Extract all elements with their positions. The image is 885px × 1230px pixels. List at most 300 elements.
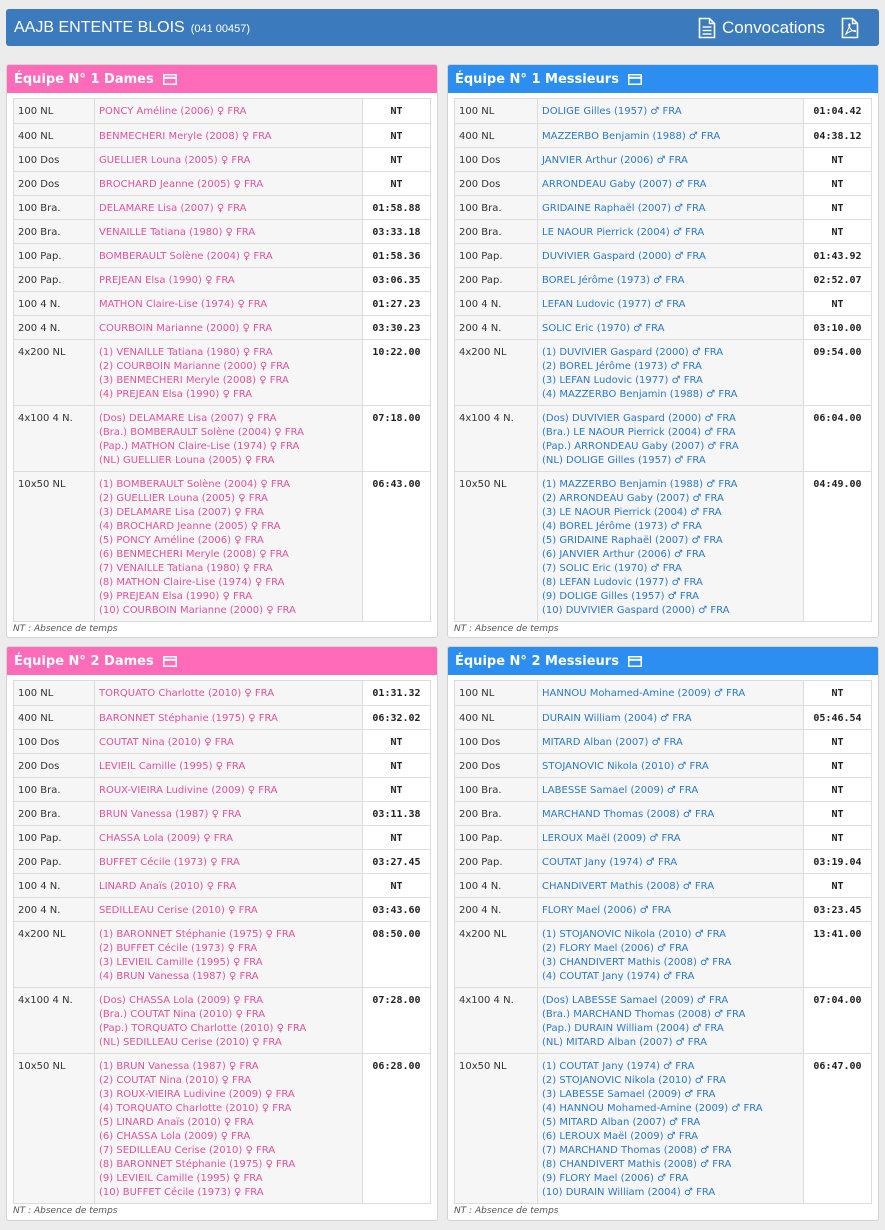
- entry-time: NT: [363, 124, 430, 147]
- table-row: [14, 753, 430, 777]
- event-name: 100 4 N.: [14, 292, 95, 315]
- swimmer-link[interactable]: (2) BUFFET Cécile (1973) ♀ FRA: [99, 943, 258, 954]
- swimmer-link[interactable]: (6) BENMECHERI Meryle (2008) ♀ FRA: [99, 549, 289, 560]
- swimmer-link[interactable]: STOJANOVIC Nikola (2010) ♂ FRA: [542, 761, 709, 772]
- convocations-label: Convocations: [721, 17, 825, 37]
- event-name: 200 Pap.: [14, 268, 95, 291]
- table-row: [455, 405, 871, 471]
- event-name: 100 Dos: [14, 730, 95, 753]
- swimmer-link[interactable]: (8) CHANDIVERT Mathis (2008) ♂ FRA: [542, 1159, 732, 1170]
- card-icon[interactable]: [628, 74, 642, 85]
- swimmer-cell: [95, 850, 363, 873]
- table-row: [14, 291, 430, 315]
- event-name: 100 4 N.: [14, 874, 95, 897]
- swimmer-link[interactable]: (2) GUELLIER Louna (2005) ♀ FRA: [99, 493, 268, 504]
- event-name: 200 Pap.: [455, 850, 538, 873]
- swimmer-link[interactable]: (4) PREJEAN Elsa (1990) ♀ FRA: [99, 389, 253, 400]
- team-panel: [6, 646, 438, 1221]
- swimmer-link[interactable]: (Bra.) MARCHAND Thomas (2008) ♂ FRA: [542, 1009, 746, 1020]
- swimmer-link[interactable]: BROCHARD Jeanne (2005) ♀ FRA: [99, 179, 264, 190]
- swimmer-cell: [95, 220, 363, 243]
- swimmer-link[interactable]: (4) MAZZERBO Benjamin (1988) ♂ FRA: [542, 389, 738, 400]
- swimmer-link[interactable]: (3) DELAMARE Lisa (2007) ♀ FRA: [99, 507, 264, 518]
- table-row: [14, 873, 430, 897]
- swimmer-cell: [95, 778, 363, 801]
- event-name: 4x100 4 N.: [455, 988, 538, 1053]
- swimmer-cell: [538, 826, 804, 849]
- table-row: [455, 471, 871, 621]
- table-row: [14, 123, 430, 147]
- event-name: 4x200 NL: [14, 922, 95, 987]
- event-name: 100 Dos: [455, 148, 538, 171]
- swimmer-link[interactable]: (4) COUTAT Jany (1974) ♂ FRA: [542, 971, 695, 982]
- team-header: [448, 65, 878, 93]
- event-name: 200 Dos: [14, 172, 95, 195]
- swimmer-cell: [538, 874, 804, 897]
- table-row: [455, 729, 871, 753]
- swimmer-link[interactable]: (Dos) CHASSA Lola (2009) ♀ FRA: [99, 995, 263, 1006]
- swimmer-cell: [95, 706, 363, 729]
- swimmer-cell: [538, 148, 804, 171]
- event-name: 400 NL: [14, 124, 95, 147]
- swimmer-cell: [538, 316, 804, 339]
- entry-time: NT: [804, 220, 871, 243]
- entry-time: 06:28.00: [363, 1054, 430, 1203]
- table-row: [14, 99, 430, 123]
- swimmer-link[interactable]: (Bra.) LE NAOUR Pierrick (2004) ♂ FRA: [542, 427, 736, 438]
- swimmer-link[interactable]: (9) FLORY Mael (2006) ♂ FRA: [542, 1173, 689, 1184]
- swimmer-link[interactable]: (2) STOJANOVIC Nikola (2010) ♂ FRA: [542, 1075, 727, 1086]
- swimmer-link[interactable]: (3) CHANDIVERT Mathis (2008) ♂ FRA: [542, 957, 732, 968]
- entry-time: NT: [804, 681, 871, 705]
- event-name: 100 Bra.: [455, 778, 538, 801]
- table-row: [14, 801, 430, 825]
- event-name: 400 NL: [14, 706, 95, 729]
- table-row: [14, 219, 430, 243]
- swimmer-link[interactable]: LEROUX Maël (2009) ♂ FRA: [542, 833, 681, 844]
- entry-time: NT: [804, 196, 871, 219]
- swimmer-cell: [538, 730, 804, 753]
- entry-time: 07:28.00: [363, 988, 430, 1053]
- swimmer-link[interactable]: (Dos) DUVIVIER Gaspard (2000) ♂ FRA: [542, 413, 736, 424]
- swimmer-link[interactable]: (3) LE NAOUR Pierrick (2004) ♂ FRA: [542, 507, 722, 518]
- card-icon[interactable]: [163, 656, 177, 667]
- swimmer-cell: [95, 196, 363, 219]
- swimmer-link[interactable]: (6) LEROUX Maël (2009) ♂ FRA: [542, 1131, 698, 1142]
- swimmer-link[interactable]: (5) MITARD Alban (2007) ♂ FRA: [542, 1117, 701, 1128]
- document-icon: [698, 17, 716, 39]
- swimmer-link[interactable]: MITARD Alban (2007) ♂ FRA: [542, 737, 683, 748]
- swimmer-link[interactable]: MATHON Claire-Lise (1974) ♀ FRA: [99, 299, 268, 310]
- swimmer-link[interactable]: COUTAT Nina (2010) ♀ FRA: [99, 737, 234, 748]
- entry-time: 04:38.12: [804, 124, 871, 147]
- entry-time: NT: [804, 778, 871, 801]
- swimmer-cell: [95, 898, 363, 921]
- event-name: 200 Pap.: [455, 268, 538, 291]
- event-name: 4x200 NL: [14, 340, 95, 405]
- swimmer-link[interactable]: (1) BARONNET Stéphanie (1975) ♀ FRA: [99, 929, 296, 940]
- swimmer-cell: [538, 124, 804, 147]
- entry-time: 06:32.02: [363, 706, 430, 729]
- event-name: 10x50 NL: [455, 472, 538, 621]
- swimmer-cell: [538, 220, 804, 243]
- swimmer-cell: [95, 730, 363, 753]
- swimmer-link[interactable]: (Pap.) DURAIN William (2004) ♂ FRA: [542, 1023, 724, 1034]
- event-name: 4x100 4 N.: [455, 406, 538, 471]
- table-row: [455, 873, 871, 897]
- event-name: 100 4 N.: [455, 292, 538, 315]
- swimmer-link[interactable]: (NL) GUELLIER Louna (2005) ♀ FRA: [99, 455, 275, 466]
- entry-time: NT: [363, 148, 430, 171]
- swimmer-link[interactable]: TORQUATO Charlotte (2010) ♀ FRA: [99, 688, 275, 699]
- entry-time: NT: [363, 172, 430, 195]
- swimmer-cell: [95, 1054, 363, 1203]
- entry-time: 09:54.00: [804, 340, 871, 405]
- entry-time: 03:10.00: [804, 316, 871, 339]
- swimmer-link[interactable]: (4) BROCHARD Jeanne (2005) ♀ FRA: [99, 521, 281, 532]
- table-row: [14, 825, 430, 849]
- swimmer-link[interactable]: (4) BOREL Jérôme (1973) ♂ FRA: [542, 521, 702, 532]
- swimmer-link[interactable]: (7) SEDILLEAU Cerise (2010) ♀ FRA: [99, 1145, 276, 1156]
- swimmer-link[interactable]: (NL) MITARD Alban (2007) ♂ FRA: [542, 1037, 707, 1048]
- swimmer-link[interactable]: MARCHAND Thomas (2008) ♂ FRA: [542, 809, 715, 820]
- swimmer-link[interactable]: (3) ROUX-VIEIRA Ludivine (2009) ♀ FRA: [99, 1089, 295, 1100]
- swimmer-cell: [538, 99, 804, 123]
- swimmer-link[interactable]: (6) JANVIER Arthur (2006) ♂ FRA: [542, 549, 706, 560]
- event-name: 200 Dos: [455, 172, 538, 195]
- swimmer-link[interactable]: (6) CHASSA Lola (2009) ♀ FRA: [99, 1131, 251, 1142]
- swimmer-link[interactable]: CHANDIVERT Mathis (2008) ♂ FRA: [542, 881, 715, 892]
- table-row: [455, 753, 871, 777]
- table-row: [14, 921, 430, 987]
- entry-time: 07:04.00: [804, 988, 871, 1053]
- table-row: [455, 291, 871, 315]
- table-row: [455, 897, 871, 921]
- entry-time: NT: [363, 730, 430, 753]
- swimmer-link[interactable]: (1) BOMBERAULT Solène (2004) ♀ FRA: [99, 479, 291, 490]
- table-row: [455, 705, 871, 729]
- swimmer-link[interactable]: BOMBERAULT Solène (2004) ♀ FRA: [99, 251, 273, 262]
- team-panel: [6, 64, 438, 638]
- table-row: [455, 1053, 871, 1203]
- team-header: [7, 65, 437, 93]
- swimmer-link[interactable]: LINARD Anaïs (2010) ♀ FRA: [99, 881, 237, 892]
- swimmer-link[interactable]: (Pap.) MATHON Claire-Lise (1974) ♀ FRA: [99, 441, 300, 452]
- event-name: 200 Bra.: [14, 220, 95, 243]
- swimmer-link[interactable]: VENAILLE Tatiana (1980) ♀ FRA: [99, 227, 256, 238]
- swimmer-link[interactable]: SEDILLEAU Cerise (2010) ♀ FRA: [99, 905, 258, 916]
- swimmer-link[interactable]: (2) COUTAT Nina (2010) ♀ FRA: [99, 1075, 252, 1086]
- swimmer-link[interactable]: (8) LEFAN Ludovic (1977) ♂ FRA: [542, 577, 703, 588]
- event-name: 400 NL: [455, 124, 538, 147]
- entry-time: 03:19.04: [804, 850, 871, 873]
- swimmer-link[interactable]: LABESSE Samael (2009) ♂ FRA: [542, 785, 699, 796]
- event-name: 100 Bra.: [14, 778, 95, 801]
- swimmer-link[interactable]: (3) LABESSE Samael (2009) ♂ FRA: [542, 1089, 716, 1100]
- swimmer-link[interactable]: (10) BUFFET Cécile (1973) ♀ FRA: [99, 1187, 264, 1198]
- swimmer-cell: [95, 316, 363, 339]
- table-row: [14, 1053, 430, 1203]
- swimmer-link[interactable]: (9) LEVIEIL Camille (1995) ♀ FRA: [99, 1173, 263, 1184]
- swimmer-link[interactable]: (Dos) LABESSE Samael (2009) ♂ FRA: [542, 995, 729, 1006]
- table-row: [14, 243, 430, 267]
- swimmer-link[interactable]: ROUX-VIEIRA Ludivine (2009) ♀ FRA: [99, 785, 278, 796]
- table-row: [14, 171, 430, 195]
- swimmer-link[interactable]: BRUN Vanessa (1987) ♀ FRA: [99, 809, 242, 820]
- club-header: [6, 9, 879, 46]
- entry-time: NT: [804, 754, 871, 777]
- swimmer-link[interactable]: (8) BARONNET Stéphanie (1975) ♀ FRA: [99, 1159, 296, 1170]
- swimmer-link[interactable]: (4) TORQUATO Charlotte (2010) ♀ FRA: [99, 1103, 292, 1114]
- swimmer-link[interactable]: DELAMARE Lisa (2007) ♀ FRA: [99, 203, 247, 214]
- event-name: 100 Pap.: [455, 244, 538, 267]
- swimmer-link[interactable]: (Dos) DELAMARE Lisa (2007) ♀ FRA: [99, 413, 277, 424]
- swimmer-link[interactable]: BENMECHERI Meryle (2008) ♀ FRA: [99, 131, 272, 142]
- swimmer-link[interactable]: (2) COURBOIN Marianne (2000) ♀ FRA: [99, 361, 290, 372]
- swimmer-link[interactable]: GUELLIER Louna (2005) ♀ FRA: [99, 155, 251, 166]
- entry-time: 06:43.00: [363, 472, 430, 621]
- entry-time: NT: [804, 172, 871, 195]
- entry-time: NT: [363, 826, 430, 849]
- entry-time: 03:23.45: [804, 898, 871, 921]
- swimmer-link[interactable]: (Pap.) ARRONDEAU Gaby (2007) ♂ FRA: [542, 441, 739, 452]
- swimmer-link[interactable]: (Pap.) TORQUATO Charlotte (2010) ♀ FRA: [99, 1023, 307, 1034]
- swimmer-link[interactable]: (9) DOLIGE Gilles (1957) ♂ FRA: [542, 591, 700, 602]
- team-panel: [447, 646, 879, 1221]
- table-row: [14, 147, 430, 171]
- entry-time: NT: [804, 148, 871, 171]
- table-row: [455, 825, 871, 849]
- swimmer-cell: [95, 268, 363, 291]
- team-header: [7, 647, 437, 675]
- swimmer-cell: [95, 988, 363, 1053]
- event-name: 200 4 N.: [455, 898, 538, 921]
- entry-time: NT: [363, 778, 430, 801]
- swimmer-link[interactable]: (Bra.) COUTAT Nina (2010) ♀ FRA: [99, 1009, 266, 1020]
- swimmer-cell: [538, 922, 804, 987]
- swimmer-link[interactable]: PREJEAN Elsa (1990) ♀ FRA: [99, 275, 235, 286]
- table-row: [14, 471, 430, 621]
- swimmer-link[interactable]: BOREL Jérôme (1973) ♂ FRA: [542, 275, 685, 286]
- club-title: AAJB ENTENTE BLOIS: [14, 18, 185, 36]
- swimmer-link[interactable]: DURAIN William (2004) ♂ FRA: [542, 713, 692, 724]
- swimmer-cell: [538, 778, 804, 801]
- table-row: [455, 777, 871, 801]
- entry-time: 03:43.60: [363, 898, 430, 921]
- club-id: (041 00457): [190, 23, 251, 35]
- table-row: [14, 705, 430, 729]
- swimmer-cell: [95, 754, 363, 777]
- swimmer-cell: [95, 681, 363, 705]
- swimmer-cell: [538, 681, 804, 705]
- table-row: [14, 315, 430, 339]
- swimmer-link[interactable]: PONCY Améline (2006) ♀ FRA: [99, 106, 247, 117]
- entry-time: 03:30.23: [363, 316, 430, 339]
- table-row: [455, 681, 871, 705]
- entry-time: NT: [804, 802, 871, 825]
- swimmer-cell: [95, 406, 363, 471]
- swimmer-link[interactable]: (NL) SEDILLEAU Cerise (2010) ♀ FRA: [99, 1037, 282, 1048]
- swimmer-link[interactable]: CHASSA Lola (2009) ♀ FRA: [99, 833, 233, 844]
- swimmer-link[interactable]: (Bra.) BOMBERAULT Solène (2004) ♀ FRA: [99, 427, 304, 438]
- pdf-icon: [841, 17, 859, 39]
- swimmer-link[interactable]: (7) VENAILLE Tatiana (1980) ♀ FRA: [99, 563, 273, 574]
- swimmer-link[interactable]: LEVIEIL Camille (1995) ♀ FRA: [99, 761, 246, 772]
- swimmer-link[interactable]: LE NAOUR Pierrick (2004) ♂ FRA: [542, 227, 705, 238]
- swimmer-link[interactable]: (3) LEVIEIL Camille (1995) ♀ FRA: [99, 957, 263, 968]
- swimmer-cell: [538, 406, 804, 471]
- team-panel: [447, 64, 879, 638]
- swimmer-link[interactable]: (5) GRIDAINE Raphaël (2007) ♂ FRA: [542, 535, 723, 546]
- results-table: [454, 98, 872, 622]
- table-row: [14, 897, 430, 921]
- swimmer-link[interactable]: JANVIER Arthur (2006) ♂ FRA: [542, 155, 688, 166]
- swimmer-cell: [95, 99, 363, 123]
- event-name: 100 NL: [14, 99, 95, 123]
- swimmer-link[interactable]: ARRONDEAU Gaby (2007) ♂ FRA: [542, 179, 707, 190]
- swimmer-link[interactable]: (9) PREJEAN Elsa (1990) ♀ FRA: [99, 591, 253, 602]
- swimmer-link[interactable]: (1) MAZZERBO Benjamin (1988) ♂ FRA: [542, 479, 738, 490]
- table-row: [14, 339, 430, 405]
- swimmer-link[interactable]: (7) SOLIC Eric (1970) ♂ FRA: [542, 563, 682, 574]
- swimmer-link[interactable]: BARONNET Stéphanie (1975) ♀ FRA: [99, 713, 278, 724]
- swimmer-link[interactable]: DUVIVIER Gaspard (2000) ♂ FRA: [542, 251, 706, 262]
- swimmer-cell: [95, 172, 363, 195]
- entry-time: 01:27.23: [363, 292, 430, 315]
- event-name: 100 Dos: [14, 148, 95, 171]
- table-row: [455, 123, 871, 147]
- swimmer-cell: [538, 340, 804, 405]
- swimmer-cell: [95, 292, 363, 315]
- swimmer-link[interactable]: (NL) DOLIGE Gilles (1957) ♂ FRA: [542, 455, 706, 466]
- entry-time: 06:04.00: [804, 406, 871, 471]
- swimmer-link[interactable]: (10) COURBOIN Marianne (2000) ♀ FRA: [99, 605, 296, 616]
- swimmer-cell: [95, 340, 363, 405]
- table-row: [14, 849, 430, 873]
- entry-time: 01:58.36: [363, 244, 430, 267]
- swimmer-link[interactable]: BUFFET Cécile (1973) ♀ FRA: [99, 857, 240, 868]
- entry-time: NT: [363, 754, 430, 777]
- swimmer-link[interactable]: (4) BRUN Vanessa (1987) ♀ FRA: [99, 971, 259, 982]
- event-name: 200 4 N.: [455, 316, 538, 339]
- swimmer-cell: [538, 172, 804, 195]
- swimmer-cell: [538, 754, 804, 777]
- entry-time: 02:52.07: [804, 268, 871, 291]
- entry-time: NT: [363, 99, 430, 123]
- swimmer-link[interactable]: (3) LEFAN Ludovic (1977) ♂ FRA: [542, 375, 703, 386]
- swimmer-link[interactable]: (5) PONCY Améline (2006) ♀ FRA: [99, 535, 264, 546]
- swimmer-link[interactable]: (3) BENMECHERI Meryle (2008) ♀ FRA: [99, 375, 289, 386]
- event-name: 400 NL: [455, 706, 538, 729]
- event-name: 100 Pap.: [455, 826, 538, 849]
- swimmer-link[interactable]: (10) DURAIN William (2004) ♂ FRA: [542, 1187, 716, 1198]
- event-name: 100 NL: [455, 99, 538, 123]
- swimmer-cell: [538, 196, 804, 219]
- swimmer-link[interactable]: (10) DUVIVIER Gaspard (2000) ♂ FRA: [542, 605, 730, 616]
- convocations-button[interactable]: [698, 17, 825, 39]
- team-header: [448, 647, 878, 675]
- swimmer-link[interactable]: (1) COUTAT Jany (1974) ♂ FRA: [542, 1061, 695, 1072]
- pdf-button[interactable]: [841, 17, 859, 39]
- entry-time: 03:27.45: [363, 850, 430, 873]
- swimmer-link[interactable]: (4) HANNOU Mohamed-Amine (2009) ♂ FRA: [542, 1103, 763, 1114]
- swimmer-cell: [538, 898, 804, 921]
- swimmer-cell: [95, 874, 363, 897]
- table-row: [455, 243, 871, 267]
- swimmer-cell: [538, 244, 804, 267]
- table-row: [14, 405, 430, 471]
- table-row: [455, 147, 871, 171]
- entry-time: 03:06.35: [363, 268, 430, 291]
- swimmer-cell: [95, 244, 363, 267]
- swimmer-link[interactable]: COUTAT Jany (1974) ♂ FRA: [542, 857, 678, 868]
- swimmer-cell: [538, 268, 804, 291]
- entry-time: 10:22.00: [363, 340, 430, 405]
- event-name: 100 Bra.: [14, 196, 95, 219]
- event-name: 100 4 N.: [455, 874, 538, 897]
- swimmer-link[interactable]: COURBOIN Marianne (2000) ♀ FRA: [99, 323, 273, 334]
- event-name: 200 Dos: [14, 754, 95, 777]
- entry-time: 06:47.00: [804, 1054, 871, 1203]
- footnote: NT : Absence de temps: [13, 1206, 118, 1216]
- swimmer-link[interactable]: HANNOU Mohamed-Amine (2009) ♂ FRA: [542, 688, 746, 699]
- footnote: NT : Absence de temps: [454, 1206, 559, 1216]
- swimmer-link[interactable]: (8) MATHON Claire-Lise (1974) ♀ FRA: [99, 577, 285, 588]
- card-icon[interactable]: [628, 656, 642, 667]
- swimmer-link[interactable]: LEFAN Ludovic (1977) ♂ FRA: [542, 299, 686, 310]
- swimmer-link[interactable]: (5) LINARD Anaïs (2010) ♀ FRA: [99, 1117, 254, 1128]
- footnote: NT : Absence de temps: [13, 624, 118, 634]
- team-title: Équipe N° 2 Dames: [14, 653, 154, 669]
- table-row: [455, 171, 871, 195]
- event-name: 100 Pap.: [14, 826, 95, 849]
- swimmer-link[interactable]: DOLIGE Gilles (1957) ♂ FRA: [542, 106, 682, 117]
- swimmer-link[interactable]: (7) MARCHAND Thomas (2008) ♂ FRA: [542, 1145, 732, 1156]
- swimmer-cell: [538, 850, 804, 873]
- table-row: [455, 219, 871, 243]
- swimmer-link[interactable]: (1) VENAILLE Tatiana (1980) ♀ FRA: [99, 347, 273, 358]
- swimmer-link[interactable]: MAZZERBO Benjamin (1988) ♂ FRA: [542, 131, 721, 142]
- entry-time: 01:43.92: [804, 244, 871, 267]
- entry-time: 13:41.00: [804, 922, 871, 987]
- swimmer-link[interactable]: (1) STOJANOVIC Nikola (2010) ♂ FRA: [542, 929, 727, 940]
- swimmer-cell: [538, 1054, 804, 1203]
- entry-time: 03:33.18: [363, 220, 430, 243]
- entry-time: 01:58.88: [363, 196, 430, 219]
- table-row: [455, 921, 871, 987]
- swimmer-link[interactable]: (2) BOREL Jérôme (1973) ♂ FRA: [542, 361, 702, 372]
- swimmer-link[interactable]: (1) DUVIVIER Gaspard (2000) ♂ FRA: [542, 347, 724, 358]
- card-icon[interactable]: [163, 74, 177, 85]
- swimmer-link[interactable]: FLORY Mael (2006) ♂ FRA: [542, 905, 672, 916]
- table-row: [455, 801, 871, 825]
- event-name: 200 Bra.: [455, 802, 538, 825]
- entry-time: NT: [804, 826, 871, 849]
- swimmer-link[interactable]: GRIDAINE Raphaël (2007) ♂ FRA: [542, 203, 706, 214]
- swimmer-cell: [538, 988, 804, 1053]
- swimmer-link[interactable]: (1) BRUN Vanessa (1987) ♀ FRA: [99, 1061, 259, 1072]
- footnote: NT : Absence de temps: [454, 624, 559, 634]
- event-name: 10x50 NL: [14, 472, 95, 621]
- swimmer-link[interactable]: SOLIC Eric (1970) ♂ FRA: [542, 323, 665, 334]
- event-name: 4x100 4 N.: [14, 406, 95, 471]
- event-name: 200 Bra.: [14, 802, 95, 825]
- swimmer-link[interactable]: (2) FLORY Mael (2006) ♂ FRA: [542, 943, 689, 954]
- table-row: [14, 195, 430, 219]
- table-row: [14, 987, 430, 1053]
- event-name: 200 4 N.: [14, 898, 95, 921]
- swimmer-link[interactable]: (2) ARRONDEAU Gaby (2007) ♂ FRA: [542, 493, 724, 504]
